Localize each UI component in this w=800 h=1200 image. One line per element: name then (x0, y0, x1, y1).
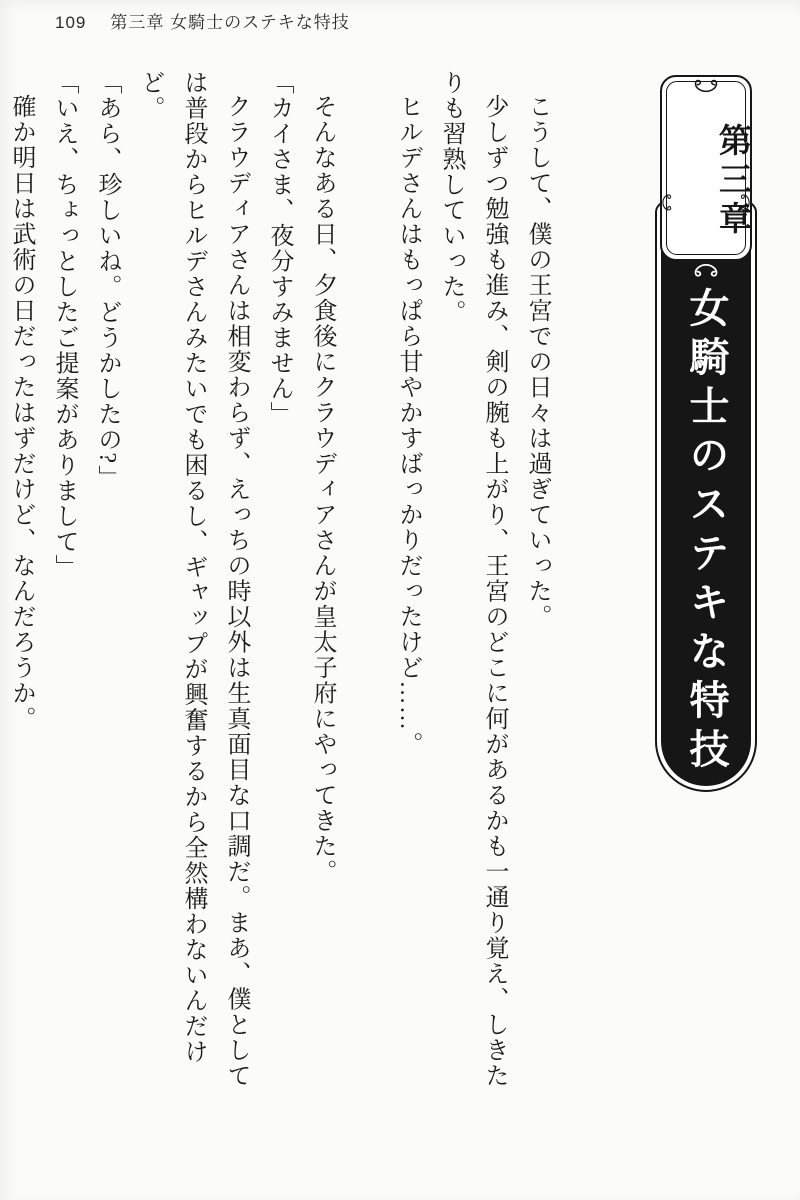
paragraph: クラウディアさんは相変わらず、えっちの時以外は生真面目な口調だ。まあ、僕としては普段からヒルデさんみたいでも困るし、ギャップが興奮するから全然構わないんだけど。 (137, 70, 249, 1089)
chapter-banner (655, 75, 757, 792)
scroll-ornament-icon (685, 263, 727, 278)
running-chapter-label: 第三章 女騎士のステキな特技 (110, 13, 350, 32)
chapter-title-capsule-fill (661, 207, 751, 786)
chapter-number-cartouche (660, 75, 752, 261)
paragraph: こうして、僕の王宮での日々は過ぎていった。 (524, 94, 550, 630)
dialogue-line: 「いえ、ちょっとしたご提案がありまして」 (51, 70, 77, 580)
paragraph: 少しずつ勉強も進み、剣の腕も上がり、王宮のどこに何があるかも一通り覚え、しきたりも習熟していった。 (438, 70, 507, 1089)
novel-body-text (0, 70, 558, 1100)
paragraph: そんなある日、夕食後にクラウディアさんが皇太子府にやってきた。 (309, 94, 335, 885)
chapter-title: 女騎士のステキな特技 (684, 287, 728, 777)
dialogue-line: 「あら、珍しいね。どうかしたの?」 (94, 70, 120, 491)
running-header (55, 8, 350, 33)
page-number: 109 (55, 13, 87, 32)
paragraph: 確か明日は武術の日だったはずだけど、なんだろうか。 (8, 94, 34, 732)
dialogue-line: 「カイさま、夜分すみません」 (266, 70, 292, 427)
chapter-number: 第三章 (715, 123, 752, 240)
paragraph: ヒルデさんはもっぱら甘やかすばっかりだったけど……。 (395, 94, 421, 757)
scroll-ornament-icon (685, 78, 727, 93)
chapter-title-capsule (655, 201, 757, 792)
